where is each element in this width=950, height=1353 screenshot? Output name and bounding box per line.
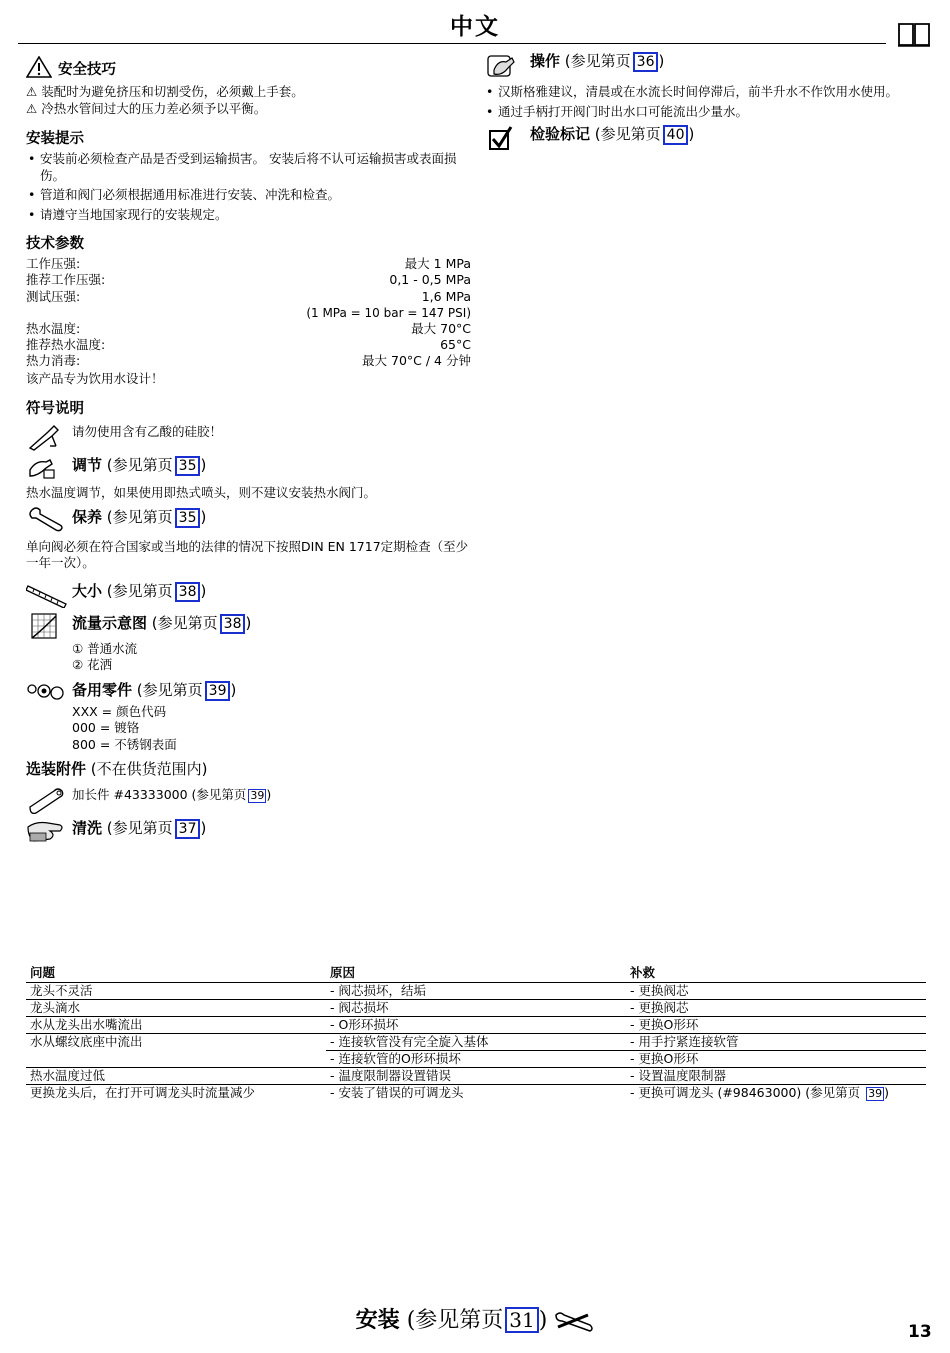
spare-item: 800 = 不锈钢表面 — [72, 736, 177, 752]
accessories-title: 选装附件 — [26, 760, 87, 779]
list-item: • 汉斯格雅建议，清晨或在水流长时间停滞后，前半升水不作饮用水使用。 — [484, 84, 924, 101]
page-link-36[interactable]: 36 — [633, 52, 659, 72]
cleaning-row — [26, 817, 471, 845]
spec-label: 推荐工作压强: — [26, 272, 106, 288]
page-link-39[interactable]: 39 — [868, 1087, 883, 1100]
table-cell: - 设置温度限制器 — [626, 1068, 926, 1085]
spare-parts-icon — [26, 679, 72, 705]
tech-heading: 技术参数 — [26, 236, 84, 252]
flow-body — [72, 612, 471, 674]
page-ref-text: (参见第页 — [106, 507, 173, 526]
operation-row — [484, 50, 924, 80]
hand-adjust-icon — [26, 454, 72, 480]
cleaning-title: 清洗 — [72, 819, 103, 838]
safety-line-2-text: 冷热水管间过大的压力差必须予以平衡。 — [41, 101, 267, 116]
install-list — [26, 151, 471, 223]
table-cell: 龙头滴水 — [26, 1000, 326, 1017]
spec-row — [26, 289, 471, 305]
table-cell: 热水温度过低 — [26, 1068, 326, 1085]
safety-heading-row — [26, 56, 471, 79]
operation-list — [484, 84, 924, 120]
page-ref-text: (参见第页 — [106, 819, 173, 838]
page-link-31[interactable]: 31 — [505, 1307, 538, 1333]
extension-wrench-icon — [26, 785, 72, 815]
flow-heading — [72, 612, 471, 634]
cleaning-heading — [72, 817, 471, 839]
spare-item: XXX = 颜色代码 — [72, 703, 167, 719]
flow-row — [26, 612, 471, 674]
troubleshooting-table — [26, 962, 926, 1101]
drinking-water-note: 该产品专为饮用水设计！ — [26, 370, 164, 386]
adjust-row — [26, 454, 471, 480]
symbols-heading: 符号说明 — [26, 401, 84, 418]
table-cell: - O形环损坏 — [326, 1017, 626, 1034]
wrench-icon — [26, 506, 72, 534]
small-warning-icon: ⚠ — [26, 101, 38, 116]
size-title: 大小 — [72, 581, 103, 600]
page-link-38[interactable]: 38 — [175, 582, 201, 602]
spec-value: 最大 70°C / 4 分钟 — [362, 353, 471, 369]
spec-label: 测试压强: — [26, 288, 81, 304]
header-rule — [18, 43, 886, 44]
ruler-icon — [26, 580, 72, 608]
table-cell: 更换龙头后，在打开可调龙头时流量减少 — [30, 1085, 256, 1100]
adjust-heading — [72, 454, 471, 476]
paren-close: ) — [658, 52, 665, 70]
table-row — [26, 1051, 926, 1068]
footer-title: 安装 — [355, 1307, 400, 1333]
paren-close: ) — [538, 1308, 548, 1333]
table-cell: - 温度限制器设置错误 — [326, 1068, 626, 1085]
warning-icon — [26, 56, 52, 78]
paren-close: ) — [245, 613, 252, 632]
paren-close: ) — [688, 125, 695, 143]
page-link-37[interactable]: 37 — [175, 819, 201, 839]
page-ref-text: (参见第页 — [406, 1308, 504, 1333]
small-warning-icon: ⚠ — [26, 84, 38, 99]
adjust-text: 热水温度调节，如果使用即热式喷头，则不建议安装热水阀门。 — [26, 485, 377, 501]
extension-row — [26, 785, 471, 815]
spec-value: 最大 1 MPa — [404, 256, 471, 271]
safety-line-1 — [26, 83, 471, 100]
spare-body — [72, 679, 471, 754]
maintenance-heading — [72, 506, 471, 528]
install-heading: 安装提示 — [26, 131, 84, 147]
inspection-heading — [530, 123, 694, 145]
maintenance-row — [26, 506, 471, 534]
flow-item-1: ① 普通水流 — [72, 640, 138, 656]
remedy-text: - 更换可调龙头 (#98463000) (参见第页 — [630, 1085, 861, 1100]
page-link-40[interactable]: 40 — [663, 125, 689, 145]
right-column — [484, 50, 924, 153]
paren-close: ) — [884, 1085, 890, 1100]
column-header-problem: 问题 — [26, 962, 326, 983]
page-link-39[interactable]: 39 — [205, 681, 231, 701]
table-cell: - 用手拧紧连接软管 — [626, 1034, 926, 1051]
spec-value: 最大 70°C — [411, 320, 471, 336]
adjust-title: 调节 — [72, 456, 103, 475]
footer-install-heading — [0, 1303, 950, 1334]
flow-title: 流量示意图 — [72, 613, 148, 632]
spare-title: 备用零件 — [72, 680, 133, 699]
list-item: • 通过手柄打开阀门时出水口可能流出少量水。 — [484, 104, 924, 121]
page-link-35[interactable]: 35 — [175, 456, 201, 476]
page-link-35[interactable]: 35 — [175, 508, 201, 528]
spec-label: 工作压强: — [26, 256, 81, 271]
pressure-conversion-note: (1 MPa = 10 bar = 147 PSI) — [306, 305, 471, 320]
spec-label: 推荐热水温度: — [26, 337, 106, 353]
operation-hand-icon — [484, 50, 524, 80]
silicone-gun-icon — [26, 422, 72, 452]
silicone-row — [26, 422, 471, 452]
paren-close: ) — [200, 456, 207, 475]
open-book-icon — [897, 21, 931, 47]
table-row — [26, 1000, 926, 1017]
table-row — [26, 1017, 926, 1034]
table-row — [26, 1085, 926, 1102]
paren-close: ) — [200, 507, 207, 526]
spec-row — [26, 353, 471, 369]
paren-close: ) — [230, 680, 237, 699]
spec-row — [26, 321, 471, 337]
page-ref-text: (参见第页 — [594, 125, 661, 143]
page-ref-text: (参见第页 — [564, 52, 631, 70]
page-number: 13 — [908, 1322, 932, 1342]
spec-label: 热力消毒: — [26, 353, 81, 369]
spec-row — [26, 256, 471, 272]
spec-value: 65°C — [440, 337, 471, 353]
page-ref-text: (参见第页 — [136, 680, 203, 699]
column-header-remedy: 补救 — [626, 962, 926, 983]
inspection-title: 检验标记 — [530, 125, 591, 143]
safety-line-1-text: 装配时为避免挤压和切割受伤，必须戴上手套。 — [41, 84, 304, 99]
spec-row — [26, 337, 471, 353]
operation-heading — [530, 50, 664, 72]
spare-heading — [72, 679, 471, 701]
table-row — [26, 1034, 926, 1051]
table-cell: - 连接软管的O形环损坏 — [326, 1051, 626, 1068]
page-title: 中文 — [450, 13, 500, 40]
accessories-heading — [26, 758, 471, 779]
table-cell: - 更换O形环 — [626, 1051, 926, 1068]
left-column — [26, 56, 471, 845]
table-header-row — [26, 962, 926, 983]
spec-label: 热水温度: — [26, 320, 81, 336]
table-row — [26, 983, 926, 1000]
maintenance-title: 保养 — [72, 507, 103, 526]
table-cell: - 更换阀芯 — [626, 983, 926, 1000]
page-link-38[interactable]: 38 — [220, 614, 246, 634]
table-cell: - 连接软管没有完全旋入基体 — [326, 1034, 626, 1051]
table-cell: - 更换阀芯 — [626, 1000, 926, 1017]
cleaning-hand-icon — [26, 817, 72, 845]
paren-close: ) — [200, 581, 207, 600]
page-ref-text: (参见第页 — [151, 613, 218, 632]
size-row — [26, 580, 471, 608]
table-cell: 水从螺纹底座中流出 — [30, 1034, 143, 1049]
extension-label: 加长件 #43333000 (参见第页 — [72, 787, 247, 803]
safety-line-2 — [26, 100, 471, 117]
table-cell: 水从龙头出水嘴流出 — [26, 1017, 326, 1034]
accessories-note: (不在供货范围内) — [90, 760, 208, 779]
maintenance-text: 单向阀必须在符合国家或当地的法律的情况下按照DIN EN 1717定期检查（至少一年一次）。 — [26, 538, 469, 571]
flow-chart-icon — [26, 612, 72, 642]
spec-row — [26, 272, 471, 288]
page-ref-text: (参见第页 — [106, 456, 173, 475]
silicone-text: 请勿使用含有乙酸的硅胶！ — [72, 424, 223, 440]
extension-text — [72, 785, 471, 804]
checkbox-tick-icon — [484, 123, 524, 153]
table-cell: - 更换O形环 — [626, 1017, 926, 1034]
spare-item: 000 = 镀铬 — [72, 720, 140, 736]
flow-item-2: ② 花洒 — [72, 657, 113, 673]
list-item: • 管道和阀门必须根据通用标准进行安装、冲洗和检查。 — [26, 187, 471, 204]
table-cell: - 阀芯损坏，结垢 — [326, 983, 626, 1000]
safety-heading: 安全技巧 — [58, 62, 116, 78]
spare-row — [26, 679, 471, 754]
tools-icon — [554, 1309, 594, 1333]
column-header-cause: 原因 — [326, 962, 626, 983]
list-item: • 安装前必须检查产品是否受到运输损害。 安装后将不认可运输损害或表面损伤。 — [26, 151, 471, 184]
table-row — [26, 1068, 926, 1085]
table-cell — [626, 1085, 926, 1102]
list-item: • 请遵守当地国家现行的安装规定。 — [26, 207, 471, 224]
table-cell: 龙头不灵活 — [26, 983, 326, 1000]
spec-value: 1,6 MPa — [421, 288, 471, 304]
table-cell — [26, 1051, 326, 1068]
size-heading — [72, 580, 471, 602]
operation-title: 操作 — [530, 52, 561, 70]
table-cell: - 阀芯损坏 — [326, 1000, 626, 1017]
page-link-39[interactable]: 39 — [250, 789, 265, 803]
spec-value: 0,1 - 0,5 MPa — [389, 272, 471, 288]
inspection-row — [484, 123, 924, 153]
paren-close: ) — [266, 787, 272, 803]
table-cell: - 安装了错误的可调龙头 — [330, 1085, 464, 1100]
paren-close: ) — [200, 819, 207, 838]
page-ref-text: (参见第页 — [106, 581, 173, 600]
